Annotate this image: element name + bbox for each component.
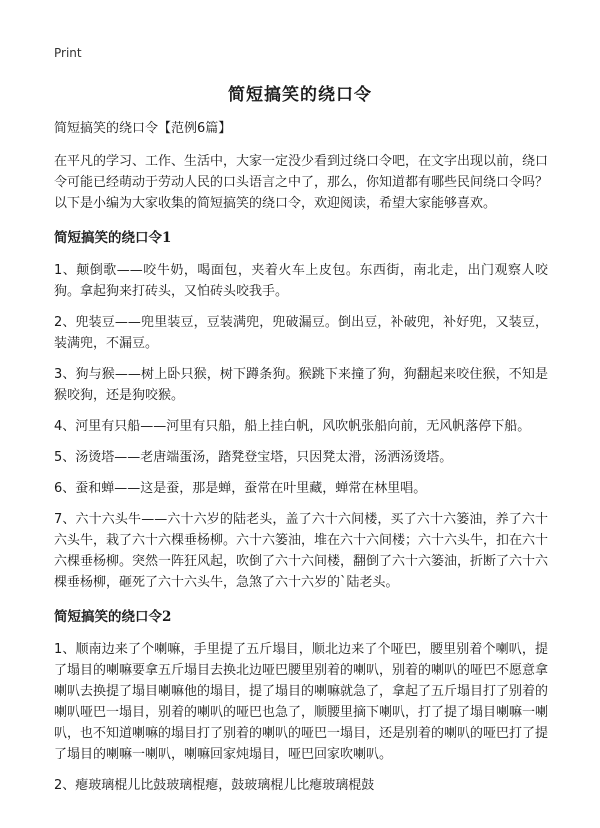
list-item: 6、蚕和蝉——这是蚕，那是蝉，蚕常在叶里藏，蝉常在林里唱。 <box>54 481 427 496</box>
list-item: 4、河里有只船——河里有只船，船上挂白帆，风吹帆张船向前，无风帆落停下船。 <box>54 419 531 434</box>
article-body <box>54 118 548 806</box>
section-heading-2: 简短搞笑的绕口令2 <box>54 609 172 625</box>
article-subtitle: 简短搞笑的绕口令【范例6篇】 <box>54 121 232 136</box>
intro-paragraph: 在平凡的学习、工作、生活中，大家一定没少看到过绕口令吧，在文字出现以前，绕口令可能已经萌动于劳动人民的口头语言之中了，那么，你知道都有哪些民间绕口令吗？以下是小编为大家收集的简短搞笑的绕口令，欢迎阅读，希望大家能够喜欢。 <box>54 154 549 211</box>
print-label: Print <box>54 46 82 60</box>
list-item: 2、瘪玻璃棍儿比鼓玻璃棍瘪，鼓玻璃棍儿比瘪玻璃棍鼓 <box>54 778 375 793</box>
list-item: 1、顺南边来了个喇嘛，手里提了五斤塌目，顺北边来了个哑巴，腰里别着个喇叭，提了塌目的喇嘛要拿五斤塌目去换北边哑巴腰里别着的喇叭，别着的喇叭的哑巴不愿意拿喇叭去换提了塌目喇嘛他的塌目，提了塌目的喇嘛就急了，拿起了五斤塌目打了别着的喇叭哑巴一塌目，别着的喇叭的哑巴也急了，顺腰里摘下喇叭，打了提了塌目喇嘛一喇叭，也不知道喇嘛的塌目打了别着的喇叭的哑巴一塌目，还是别着的喇叭的哑巴打了提了塌目的喇嘛一喇叭，喇嘛回家炖塌目，哑巴回家吹喇叭。 <box>54 642 549 762</box>
section-heading-1: 简短搞笑的绕口令1 <box>54 230 172 246</box>
list-item: 7、六十六头牛——六十六岁的陆老头，盖了六十六间楼，买了六十六篓油，养了六十六头牛，栽了六十六棵垂杨柳。六十六篓油，堆在六十六间楼；六十六头牛，扣在六十六棵垂杨柳。突然一阵狂风起，吹倒了六十六间楼，翻倒了六十六篓油，折断了六十六棵垂杨柳，砸死了六十六头牛，急煞了六十六岁的`陆老头。 <box>54 512 549 590</box>
list-item: 3、狗与猴——树上卧只猴，树下蹲条狗。猴跳下来撞了狗，狗翻起来咬住猴，不知是猴咬狗，还是狗咬猴。 <box>54 367 548 403</box>
list-item: 5、汤烫塔——老唐端蛋汤，踏凳登宝塔，只因凳太滑，汤洒汤烫塔。 <box>54 450 453 465</box>
list-item: 2、兜装豆——兜里装豆，豆装满兜，兜破漏豆。倒出豆，补破兜，补好兜，又装豆，装满兜，不漏豆。 <box>54 315 548 351</box>
list-item: 1、颠倒歌——咬牛奶，喝面包，夹着火车上皮包。东西街，南北走，出门观察人咬狗。拿起狗来打砖头，又怕砖头咬我手。 <box>54 263 548 299</box>
page-title: 简短搞笑的绕口令 <box>228 85 372 105</box>
